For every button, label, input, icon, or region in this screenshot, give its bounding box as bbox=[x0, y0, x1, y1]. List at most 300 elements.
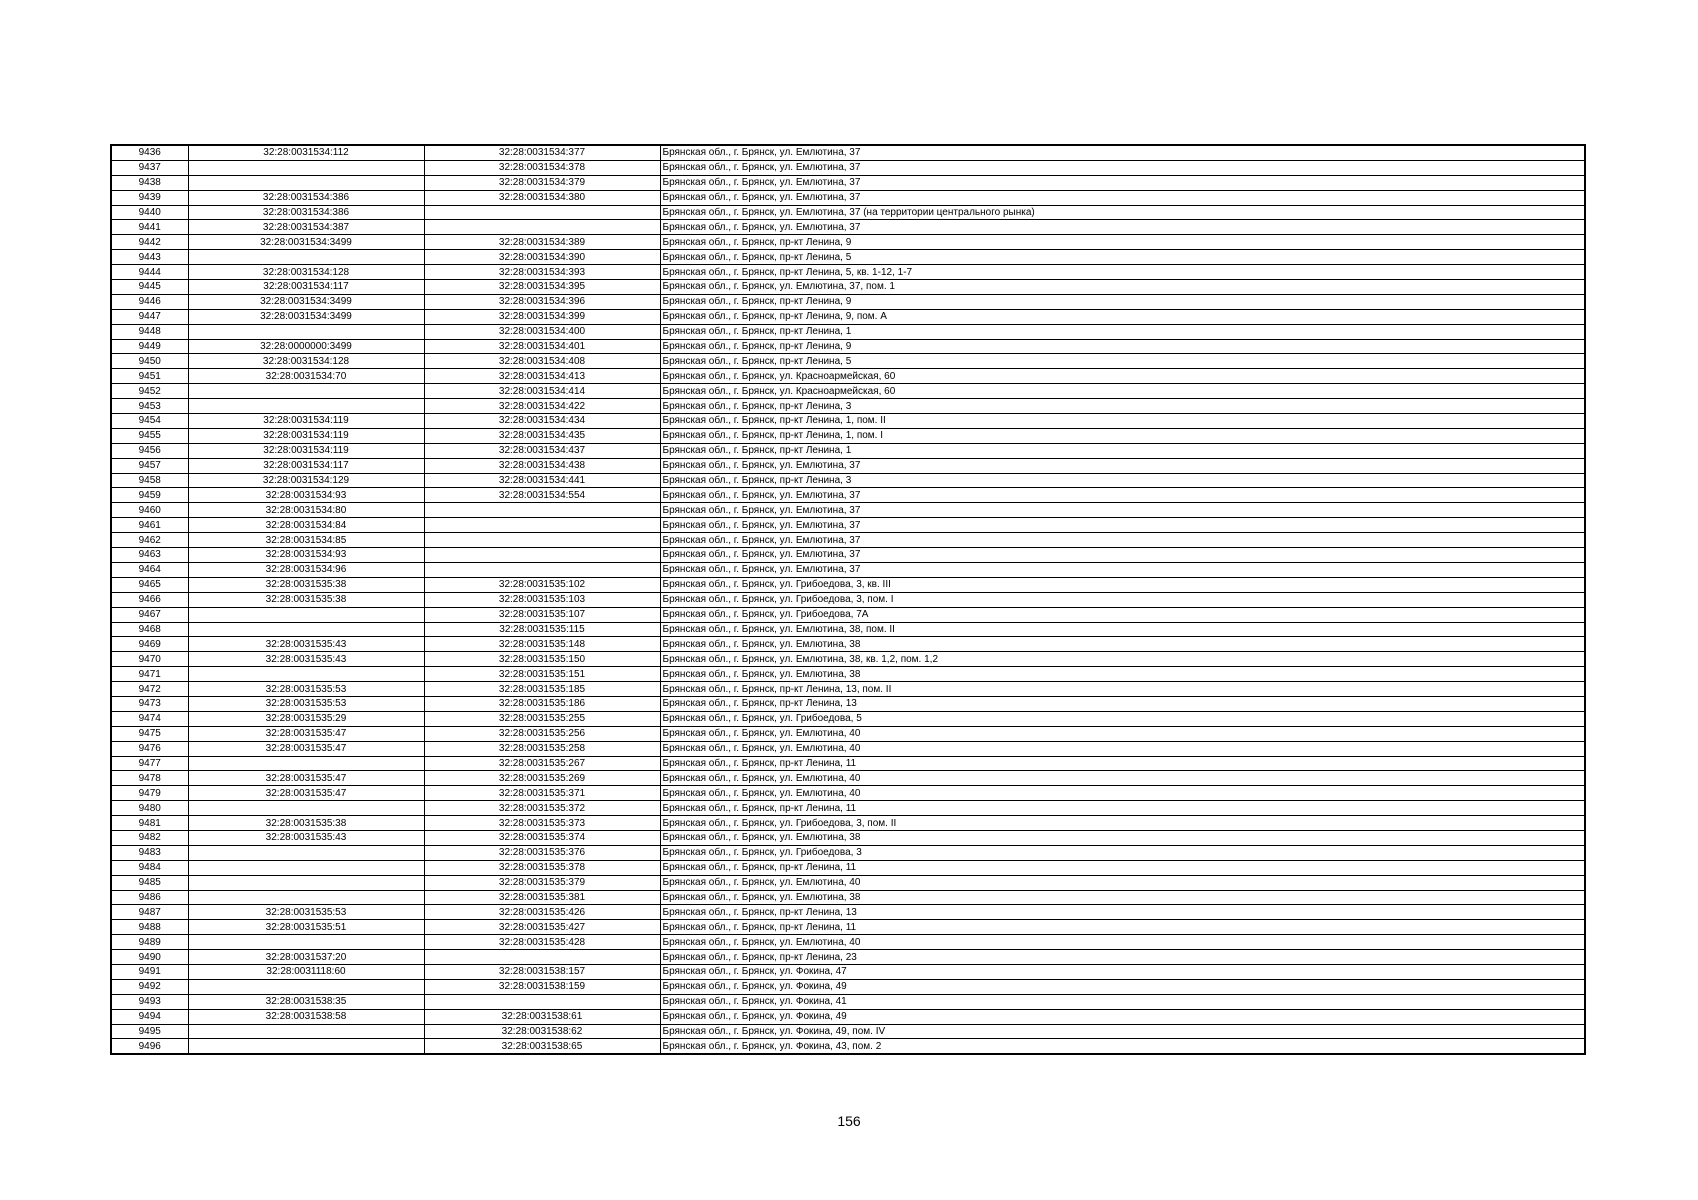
table-row bbox=[111, 160, 1585, 175]
land-cadastral-number-cell: 32:28:0031118:60 bbox=[188, 964, 424, 979]
land-cadastral-number-cell bbox=[188, 875, 424, 890]
table-row bbox=[111, 682, 1585, 697]
land-cadastral-number-cell: 32:28:0031535:43 bbox=[188, 652, 424, 667]
object-cadastral-number-cell: 32:28:0031534:400 bbox=[424, 324, 660, 339]
land-cadastral-number-cell: 32:28:0031535:47 bbox=[188, 786, 424, 801]
object-cadastral-number-cell: 32:28:0031535:379 bbox=[424, 875, 660, 890]
page-number: 156 bbox=[837, 1113, 861, 1129]
land-cadastral-number-cell: 32:28:0031535:43 bbox=[188, 637, 424, 652]
address-cell: Брянская обл., г. Брянск, ул. Емлютина, 37 bbox=[660, 145, 1585, 160]
object-cadastral-number-cell: 32:28:0031535:378 bbox=[424, 860, 660, 875]
address-cell: Брянская обл., г. Брянск, ул. Емлютина, 37 (на территории центрального рынка) bbox=[660, 205, 1585, 220]
object-cadastral-number-cell bbox=[424, 220, 660, 235]
address-cell: Брянская обл., г. Брянск, ул. Емлютина, 38, пом. II bbox=[660, 622, 1585, 637]
object-cadastral-number-cell: 32:28:0031534:437 bbox=[424, 443, 660, 458]
table-row bbox=[111, 1009, 1585, 1024]
land-cadastral-number-cell: 32:28:0031535:47 bbox=[188, 726, 424, 741]
land-cadastral-number-cell bbox=[188, 935, 424, 950]
row-number-cell: 9456 bbox=[111, 443, 188, 458]
address-cell: Брянская обл., г. Брянск, ул. Емлютина, 38, кв. 1,2, пом. 1,2 bbox=[660, 652, 1585, 667]
land-cadastral-number-cell: 32:28:0031534:84 bbox=[188, 518, 424, 533]
land-cadastral-number-cell: 32:28:0031534:93 bbox=[188, 488, 424, 503]
table-row bbox=[111, 711, 1585, 726]
address-cell: Брянская обл., г. Брянск, ул. Емлютина, 40 bbox=[660, 875, 1585, 890]
row-number-cell: 9480 bbox=[111, 801, 188, 816]
row-number-cell: 9486 bbox=[111, 890, 188, 905]
land-cadastral-number-cell: 32:28:0031534:93 bbox=[188, 548, 424, 563]
table-row bbox=[111, 935, 1585, 950]
row-number-cell: 9448 bbox=[111, 324, 188, 339]
address-cell: Брянская обл., г. Брянск, пр-кт Ленина, 5 bbox=[660, 354, 1585, 369]
object-cadastral-number-cell: 32:28:0031534:434 bbox=[424, 414, 660, 429]
table-row bbox=[111, 622, 1585, 637]
row-number-cell: 9446 bbox=[111, 294, 188, 309]
land-cadastral-number-cell bbox=[188, 890, 424, 905]
row-number-cell: 9484 bbox=[111, 860, 188, 875]
land-cadastral-number-cell bbox=[188, 801, 424, 816]
object-cadastral-number-cell: 32:28:0031538:159 bbox=[424, 979, 660, 994]
address-cell: Брянская обл., г. Брянск, пр-кт Ленина, 1, пом. I bbox=[660, 428, 1585, 443]
land-cadastral-number-cell: 32:28:0031534:3499 bbox=[188, 235, 424, 250]
address-cell: Брянская обл., г. Брянск, ул. Грибоедова, 3 bbox=[660, 845, 1585, 860]
object-cadastral-number-cell: 32:28:0031535:255 bbox=[424, 711, 660, 726]
table-row bbox=[111, 816, 1585, 831]
table-row bbox=[111, 562, 1585, 577]
table-row bbox=[111, 175, 1585, 190]
row-number-cell: 9491 bbox=[111, 964, 188, 979]
table-row bbox=[111, 875, 1585, 890]
table-row bbox=[111, 637, 1585, 652]
address-cell: Брянская обл., г. Брянск, пр-кт Ленина, 11 bbox=[660, 860, 1585, 875]
table-row bbox=[111, 756, 1585, 771]
row-number-cell: 9441 bbox=[111, 220, 188, 235]
address-cell: Брянская обл., г. Брянск, пр-кт Ленина, 3 bbox=[660, 473, 1585, 488]
row-number-cell: 9469 bbox=[111, 637, 188, 652]
row-number-cell: 9464 bbox=[111, 562, 188, 577]
object-cadastral-number-cell: 32:28:0031535:381 bbox=[424, 890, 660, 905]
address-cell: Брянская обл., г. Брянск, ул. Емлютина, 38 bbox=[660, 667, 1585, 682]
table-row bbox=[111, 548, 1585, 563]
object-cadastral-number-cell: 32:28:0031535:103 bbox=[424, 592, 660, 607]
row-number-cell: 9438 bbox=[111, 175, 188, 190]
address-cell: Брянская обл., г. Брянск, ул. Фокина, 49, пом. IV bbox=[660, 1024, 1585, 1039]
address-cell: Брянская обл., г. Брянск, ул. Грибоедова, 7А bbox=[660, 607, 1585, 622]
land-cadastral-number-cell: 32:28:0031534:70 bbox=[188, 369, 424, 384]
address-cell: Брянская обл., г. Брянск, пр-кт Ленина, 1 bbox=[660, 443, 1585, 458]
object-cadastral-number-cell: 32:28:0031535:151 bbox=[424, 667, 660, 682]
object-cadastral-number-cell: 32:28:0031538:61 bbox=[424, 1009, 660, 1024]
object-cadastral-number-cell: 32:28:0031534:414 bbox=[424, 384, 660, 399]
address-cell: Брянская обл., г. Брянск, пр-кт Ленина, 13 bbox=[660, 696, 1585, 711]
row-number-cell: 9485 bbox=[111, 875, 188, 890]
row-number-cell: 9450 bbox=[111, 354, 188, 369]
row-number-cell: 9466 bbox=[111, 592, 188, 607]
table-row bbox=[111, 190, 1585, 205]
row-number-cell: 9444 bbox=[111, 265, 188, 280]
object-cadastral-number-cell bbox=[424, 533, 660, 548]
object-cadastral-number-cell: 32:28:0031534:395 bbox=[424, 280, 660, 295]
address-cell: Брянская обл., г. Брянск, ул. Фокина, 49 bbox=[660, 979, 1585, 994]
object-cadastral-number-cell: 32:28:0031534:389 bbox=[424, 235, 660, 250]
object-cadastral-number-cell: 32:28:0031535:427 bbox=[424, 920, 660, 935]
object-cadastral-number-cell: 32:28:0031535:150 bbox=[424, 652, 660, 667]
address-cell: Брянская обл., г. Брянск, ул. Красноармейская, 60 bbox=[660, 384, 1585, 399]
land-cadastral-number-cell: 32:28:0031534:128 bbox=[188, 265, 424, 280]
row-number-cell: 9449 bbox=[111, 339, 188, 354]
land-cadastral-number-cell: 32:28:0031538:35 bbox=[188, 994, 424, 1009]
table-row bbox=[111, 592, 1585, 607]
table-row bbox=[111, 860, 1585, 875]
row-number-cell: 9465 bbox=[111, 577, 188, 592]
object-cadastral-number-cell: 32:28:0031538:65 bbox=[424, 1039, 660, 1054]
row-number-cell: 9471 bbox=[111, 667, 188, 682]
object-cadastral-number-cell: 32:28:0031535:267 bbox=[424, 756, 660, 771]
land-cadastral-number-cell: 32:28:0031534:85 bbox=[188, 533, 424, 548]
object-cadastral-number-cell: 32:28:0031534:377 bbox=[424, 145, 660, 160]
address-cell: Брянская обл., г. Брянск, пр-кт Ленина, 11 bbox=[660, 756, 1585, 771]
land-cadastral-number-cell: 32:28:0031534:386 bbox=[188, 205, 424, 220]
object-cadastral-number-cell: 32:28:0031534:399 bbox=[424, 309, 660, 324]
table-row bbox=[111, 950, 1585, 965]
address-cell: Брянская обл., г. Брянск, ул. Емлютина, 37 bbox=[660, 190, 1585, 205]
address-cell: Брянская обл., г. Брянск, ул. Грибоедова, 5 bbox=[660, 711, 1585, 726]
table-row bbox=[111, 324, 1585, 339]
row-number-cell: 9443 bbox=[111, 250, 188, 265]
address-cell: Брянская обл., г. Брянск, ул. Емлютина, 38 bbox=[660, 637, 1585, 652]
table-row bbox=[111, 399, 1585, 414]
row-number-cell: 9479 bbox=[111, 786, 188, 801]
address-cell: Брянская обл., г. Брянск, пр-кт Ленина, 9 bbox=[660, 339, 1585, 354]
address-cell: Брянская обл., г. Брянск, пр-кт Ленина, 13, пом. II bbox=[660, 682, 1585, 697]
table-row bbox=[111, 905, 1585, 920]
land-cadastral-number-cell: 32:28:0031534:119 bbox=[188, 443, 424, 458]
land-cadastral-number-cell: 32:28:0031535:53 bbox=[188, 905, 424, 920]
address-cell: Брянская обл., г. Брянск, пр-кт Ленина, 9 bbox=[660, 235, 1585, 250]
object-cadastral-number-cell bbox=[424, 950, 660, 965]
row-number-cell: 9455 bbox=[111, 428, 188, 443]
table-row bbox=[111, 726, 1585, 741]
address-cell: Брянская обл., г. Брянск, ул. Грибоедова, 3, пом. I bbox=[660, 592, 1585, 607]
land-cadastral-number-cell bbox=[188, 324, 424, 339]
row-number-cell: 9487 bbox=[111, 905, 188, 920]
land-cadastral-number-cell: 32:28:0031534:112 bbox=[188, 145, 424, 160]
object-cadastral-number-cell: 32:28:0031534:396 bbox=[424, 294, 660, 309]
table-row bbox=[111, 250, 1585, 265]
address-cell: Брянская обл., г. Брянск, пр-кт Ленина, 9 bbox=[660, 294, 1585, 309]
address-cell: Брянская обл., г. Брянск, ул. Емлютина, 38 bbox=[660, 830, 1585, 845]
table-row bbox=[111, 205, 1585, 220]
table-row bbox=[111, 384, 1585, 399]
land-cadastral-number-cell: 32:28:0031534:80 bbox=[188, 503, 424, 518]
row-number-cell: 9437 bbox=[111, 160, 188, 175]
object-cadastral-number-cell: 32:28:0031534:554 bbox=[424, 488, 660, 503]
land-cadastral-number-cell: 32:28:0031534:387 bbox=[188, 220, 424, 235]
table-row bbox=[111, 369, 1585, 384]
row-number-cell: 9468 bbox=[111, 622, 188, 637]
table-row bbox=[111, 458, 1585, 473]
table-row bbox=[111, 652, 1585, 667]
row-number-cell: 9439 bbox=[111, 190, 188, 205]
row-number-cell: 9440 bbox=[111, 205, 188, 220]
object-cadastral-number-cell: 32:28:0031538:157 bbox=[424, 964, 660, 979]
object-cadastral-number-cell: 32:28:0031535:374 bbox=[424, 830, 660, 845]
address-cell: Брянская обл., г. Брянск, ул. Емлютина, 37 bbox=[660, 548, 1585, 563]
table-row bbox=[111, 428, 1585, 443]
row-number-cell: 9493 bbox=[111, 994, 188, 1009]
address-cell: Брянская обл., г. Брянск, ул. Емлютина, 40 bbox=[660, 935, 1585, 950]
object-cadastral-number-cell: 32:28:0031535:185 bbox=[424, 682, 660, 697]
row-number-cell: 9467 bbox=[111, 607, 188, 622]
object-cadastral-number-cell: 32:28:0031535:148 bbox=[424, 637, 660, 652]
address-cell: Брянская обл., г. Брянск, пр-кт Ленина, 23 bbox=[660, 950, 1585, 965]
land-cadastral-number-cell: 32:28:0000000:3499 bbox=[188, 339, 424, 354]
object-cadastral-number-cell bbox=[424, 994, 660, 1009]
object-cadastral-number-cell: 32:28:0031534:435 bbox=[424, 428, 660, 443]
object-cadastral-number-cell: 32:28:0031534:380 bbox=[424, 190, 660, 205]
address-cell: Брянская обл., г. Брянск, пр-кт Ленина, 5, кв. 1-12, 1-7 bbox=[660, 265, 1585, 280]
row-number-cell: 9482 bbox=[111, 830, 188, 845]
land-cadastral-number-cell bbox=[188, 979, 424, 994]
address-cell: Брянская обл., г. Брянск, ул. Емлютина, 37 bbox=[660, 562, 1585, 577]
table-row bbox=[111, 830, 1585, 845]
land-cadastral-number-cell bbox=[188, 667, 424, 682]
object-cadastral-number-cell: 32:28:0031534:422 bbox=[424, 399, 660, 414]
address-cell: Брянская обл., г. Брянск, ул. Емлютина, 37 bbox=[660, 220, 1585, 235]
object-cadastral-number-cell: 32:28:0031535:186 bbox=[424, 696, 660, 711]
land-cadastral-number-cell: 32:28:0031535:53 bbox=[188, 682, 424, 697]
object-cadastral-number-cell: 32:28:0031534:390 bbox=[424, 250, 660, 265]
land-cadastral-number-cell bbox=[188, 160, 424, 175]
object-cadastral-number-cell: 32:28:0031534:379 bbox=[424, 175, 660, 190]
address-cell: Брянская обл., г. Брянск, ул. Емлютина, 37 bbox=[660, 458, 1585, 473]
row-number-cell: 9488 bbox=[111, 920, 188, 935]
address-cell: Брянская обл., г. Брянск, ул. Фокина, 49 bbox=[660, 1009, 1585, 1024]
object-cadastral-number-cell: 32:28:0031535:256 bbox=[424, 726, 660, 741]
table-row bbox=[111, 667, 1585, 682]
row-number-cell: 9492 bbox=[111, 979, 188, 994]
registry-table-body bbox=[111, 145, 1585, 1054]
land-cadastral-number-cell: 32:28:0031535:38 bbox=[188, 592, 424, 607]
row-number-cell: 9442 bbox=[111, 235, 188, 250]
table-row bbox=[111, 845, 1585, 860]
land-cadastral-number-cell: 32:28:0031534:128 bbox=[188, 354, 424, 369]
object-cadastral-number-cell: 32:28:0031535:269 bbox=[424, 771, 660, 786]
row-number-cell: 9496 bbox=[111, 1039, 188, 1054]
object-cadastral-number-cell: 32:28:0031538:62 bbox=[424, 1024, 660, 1039]
table-row bbox=[111, 443, 1585, 458]
row-number-cell: 9481 bbox=[111, 816, 188, 831]
land-cadastral-number-cell bbox=[188, 1039, 424, 1054]
land-cadastral-number-cell bbox=[188, 622, 424, 637]
address-cell: Брянская обл., г. Брянск, ул. Фокина, 47 bbox=[660, 964, 1585, 979]
row-number-cell: 9460 bbox=[111, 503, 188, 518]
object-cadastral-number-cell bbox=[424, 562, 660, 577]
land-cadastral-number-cell: 32:28:0031534:119 bbox=[188, 428, 424, 443]
table-row bbox=[111, 696, 1585, 711]
object-cadastral-number-cell: 32:28:0031535:428 bbox=[424, 935, 660, 950]
address-cell: Брянская обл., г. Брянск, ул. Емлютина, 37 bbox=[660, 518, 1585, 533]
land-cadastral-number-cell bbox=[188, 399, 424, 414]
object-cadastral-number-cell bbox=[424, 548, 660, 563]
land-cadastral-number-cell bbox=[188, 250, 424, 265]
row-number-cell: 9459 bbox=[111, 488, 188, 503]
address-cell: Брянская обл., г. Брянск, ул. Емлютина, 40 bbox=[660, 786, 1585, 801]
row-number-cell: 9461 bbox=[111, 518, 188, 533]
row-number-cell: 9453 bbox=[111, 399, 188, 414]
land-cadastral-number-cell: 32:28:0031535:53 bbox=[188, 696, 424, 711]
table-row bbox=[111, 488, 1585, 503]
address-cell: Брянская обл., г. Брянск, ул. Емлютина, 37, пом. 1 bbox=[660, 280, 1585, 295]
object-cadastral-number-cell: 32:28:0031535:376 bbox=[424, 845, 660, 860]
object-cadastral-number-cell: 32:28:0031535:373 bbox=[424, 816, 660, 831]
land-cadastral-number-cell: 32:28:0031535:47 bbox=[188, 741, 424, 756]
object-cadastral-number-cell: 32:28:0031535:102 bbox=[424, 577, 660, 592]
land-cadastral-number-cell bbox=[188, 756, 424, 771]
table-row bbox=[111, 145, 1585, 160]
object-cadastral-number-cell: 32:28:0031534:438 bbox=[424, 458, 660, 473]
land-cadastral-number-cell: 32:28:0031534:129 bbox=[188, 473, 424, 488]
row-number-cell: 9470 bbox=[111, 652, 188, 667]
table-row bbox=[111, 1024, 1585, 1039]
table-row bbox=[111, 890, 1585, 905]
address-cell: Брянская обл., г. Брянск, ул. Емлютина, 37 bbox=[660, 488, 1585, 503]
address-cell: Брянская обл., г. Брянск, ул. Емлютина, 37 bbox=[660, 503, 1585, 518]
land-cadastral-number-cell: 32:28:0031538:58 bbox=[188, 1009, 424, 1024]
land-cadastral-number-cell: 32:28:0031534:119 bbox=[188, 414, 424, 429]
object-cadastral-number-cell bbox=[424, 518, 660, 533]
address-cell: Брянская обл., г. Брянск, ул. Емлютина, 40 bbox=[660, 771, 1585, 786]
row-number-cell: 9495 bbox=[111, 1024, 188, 1039]
object-cadastral-number-cell: 32:28:0031534:441 bbox=[424, 473, 660, 488]
land-cadastral-number-cell: 32:28:0031535:38 bbox=[188, 577, 424, 592]
address-cell: Брянская обл., г. Брянск, ул. Фокина, 41 bbox=[660, 994, 1585, 1009]
land-cadastral-number-cell: 32:28:0031534:117 bbox=[188, 458, 424, 473]
row-number-cell: 9478 bbox=[111, 771, 188, 786]
table-row bbox=[111, 994, 1585, 1009]
row-number-cell: 9494 bbox=[111, 1009, 188, 1024]
address-cell: Брянская обл., г. Брянск, пр-кт Ленина, 11 bbox=[660, 801, 1585, 816]
row-number-cell: 9490 bbox=[111, 950, 188, 965]
table-row bbox=[111, 354, 1585, 369]
row-number-cell: 9451 bbox=[111, 369, 188, 384]
row-number-cell: 9472 bbox=[111, 682, 188, 697]
row-number-cell: 9452 bbox=[111, 384, 188, 399]
land-cadastral-number-cell: 32:28:0031535:47 bbox=[188, 771, 424, 786]
address-cell: Брянская обл., г. Брянск, ул. Фокина, 43, пом. 2 bbox=[660, 1039, 1585, 1054]
table-row bbox=[111, 607, 1585, 622]
table-row bbox=[111, 964, 1585, 979]
address-cell: Брянская обл., г. Брянск, пр-кт Ленина, 1, пом. II bbox=[660, 414, 1585, 429]
land-cadastral-number-cell: 32:28:0031535:38 bbox=[188, 816, 424, 831]
table-row bbox=[111, 786, 1585, 801]
land-cadastral-number-cell: 32:28:0031535:43 bbox=[188, 830, 424, 845]
row-number-cell: 9454 bbox=[111, 414, 188, 429]
row-number-cell: 9458 bbox=[111, 473, 188, 488]
address-cell: Брянская обл., г. Брянск, ул. Грибоедова, 3, пом. II bbox=[660, 816, 1585, 831]
land-cadastral-number-cell: 32:28:0031537:20 bbox=[188, 950, 424, 965]
address-cell: Брянская обл., г. Брянск, ул. Красноармейская, 60 bbox=[660, 369, 1585, 384]
row-number-cell: 9474 bbox=[111, 711, 188, 726]
row-number-cell: 9457 bbox=[111, 458, 188, 473]
land-cadastral-number-cell: 32:28:0031534:3499 bbox=[188, 294, 424, 309]
land-cadastral-number-cell bbox=[188, 860, 424, 875]
row-number-cell: 9436 bbox=[111, 145, 188, 160]
table-row bbox=[111, 741, 1585, 756]
object-cadastral-number-cell: 32:28:0031534:413 bbox=[424, 369, 660, 384]
table-row bbox=[111, 473, 1585, 488]
address-cell: Брянская обл., г. Брянск, пр-кт Ленина, 3 bbox=[660, 399, 1585, 414]
object-cadastral-number-cell: 32:28:0031535:372 bbox=[424, 801, 660, 816]
table-row bbox=[111, 771, 1585, 786]
row-number-cell: 9476 bbox=[111, 741, 188, 756]
land-cadastral-number-cell: 32:28:0031534:117 bbox=[188, 280, 424, 295]
object-cadastral-number-cell: 32:28:0031535:258 bbox=[424, 741, 660, 756]
address-cell: Брянская обл., г. Брянск, пр-кт Ленина, 9, пом. А bbox=[660, 309, 1585, 324]
land-cadastral-number-cell bbox=[188, 845, 424, 860]
registry-table bbox=[110, 144, 1586, 1055]
table-row bbox=[111, 518, 1585, 533]
row-number-cell: 9483 bbox=[111, 845, 188, 860]
row-number-cell: 9489 bbox=[111, 935, 188, 950]
object-cadastral-number-cell: 32:28:0031535:426 bbox=[424, 905, 660, 920]
object-cadastral-number-cell: 32:28:0031534:401 bbox=[424, 339, 660, 354]
address-cell: Брянская обл., г. Брянск, пр-кт Ленина, 5 bbox=[660, 250, 1585, 265]
address-cell: Брянская обл., г. Брянск, пр-кт Ленина, 11 bbox=[660, 920, 1585, 935]
object-cadastral-number-cell: 32:28:0031534:408 bbox=[424, 354, 660, 369]
address-cell: Брянская обл., г. Брянск, ул. Емлютина, 37 bbox=[660, 175, 1585, 190]
table-row bbox=[111, 503, 1585, 518]
object-cadastral-number-cell: 32:28:0031535:107 bbox=[424, 607, 660, 622]
table-row bbox=[111, 414, 1585, 429]
table-row bbox=[111, 1039, 1585, 1054]
row-number-cell: 9462 bbox=[111, 533, 188, 548]
land-cadastral-number-cell: 32:28:0031535:51 bbox=[188, 920, 424, 935]
address-cell: Брянская обл., г. Брянск, ул. Емлютина, 37 bbox=[660, 160, 1585, 175]
land-cadastral-number-cell: 32:28:0031534:386 bbox=[188, 190, 424, 205]
row-number-cell: 9463 bbox=[111, 548, 188, 563]
address-cell: Брянская обл., г. Брянск, ул. Емлютина, 40 bbox=[660, 726, 1585, 741]
object-cadastral-number-cell bbox=[424, 205, 660, 220]
table-row bbox=[111, 920, 1585, 935]
address-cell: Брянская обл., г. Брянск, пр-кт Ленина, 13 bbox=[660, 905, 1585, 920]
table-row bbox=[111, 265, 1585, 280]
address-cell: Брянская обл., г. Брянск, ул. Грибоедова, 3, кв. III bbox=[660, 577, 1585, 592]
land-cadastral-number-cell: 32:28:0031534:96 bbox=[188, 562, 424, 577]
table-row bbox=[111, 801, 1585, 816]
row-number-cell: 9477 bbox=[111, 756, 188, 771]
land-cadastral-number-cell bbox=[188, 175, 424, 190]
table-row bbox=[111, 294, 1585, 309]
row-number-cell: 9473 bbox=[111, 696, 188, 711]
object-cadastral-number-cell: 32:28:0031535:115 bbox=[424, 622, 660, 637]
object-cadastral-number-cell bbox=[424, 503, 660, 518]
land-cadastral-number-cell: 32:28:0031535:29 bbox=[188, 711, 424, 726]
row-number-cell: 9447 bbox=[111, 309, 188, 324]
address-cell: Брянская обл., г. Брянск, ул. Емлютина, 37 bbox=[660, 533, 1585, 548]
table-row bbox=[111, 533, 1585, 548]
table-row bbox=[111, 235, 1585, 250]
row-number-cell: 9475 bbox=[111, 726, 188, 741]
land-cadastral-number-cell: 32:28:0031534:3499 bbox=[188, 309, 424, 324]
object-cadastral-number-cell: 32:28:0031534:378 bbox=[424, 160, 660, 175]
address-cell: Брянская обл., г. Брянск, ул. Емлютина, 40 bbox=[660, 741, 1585, 756]
land-cadastral-number-cell bbox=[188, 1024, 424, 1039]
object-cadastral-number-cell: 32:28:0031534:393 bbox=[424, 265, 660, 280]
table-row bbox=[111, 339, 1585, 354]
land-cadastral-number-cell bbox=[188, 384, 424, 399]
land-cadastral-number-cell bbox=[188, 607, 424, 622]
address-cell: Брянская обл., г. Брянск, ул. Емлютина, 38 bbox=[660, 890, 1585, 905]
